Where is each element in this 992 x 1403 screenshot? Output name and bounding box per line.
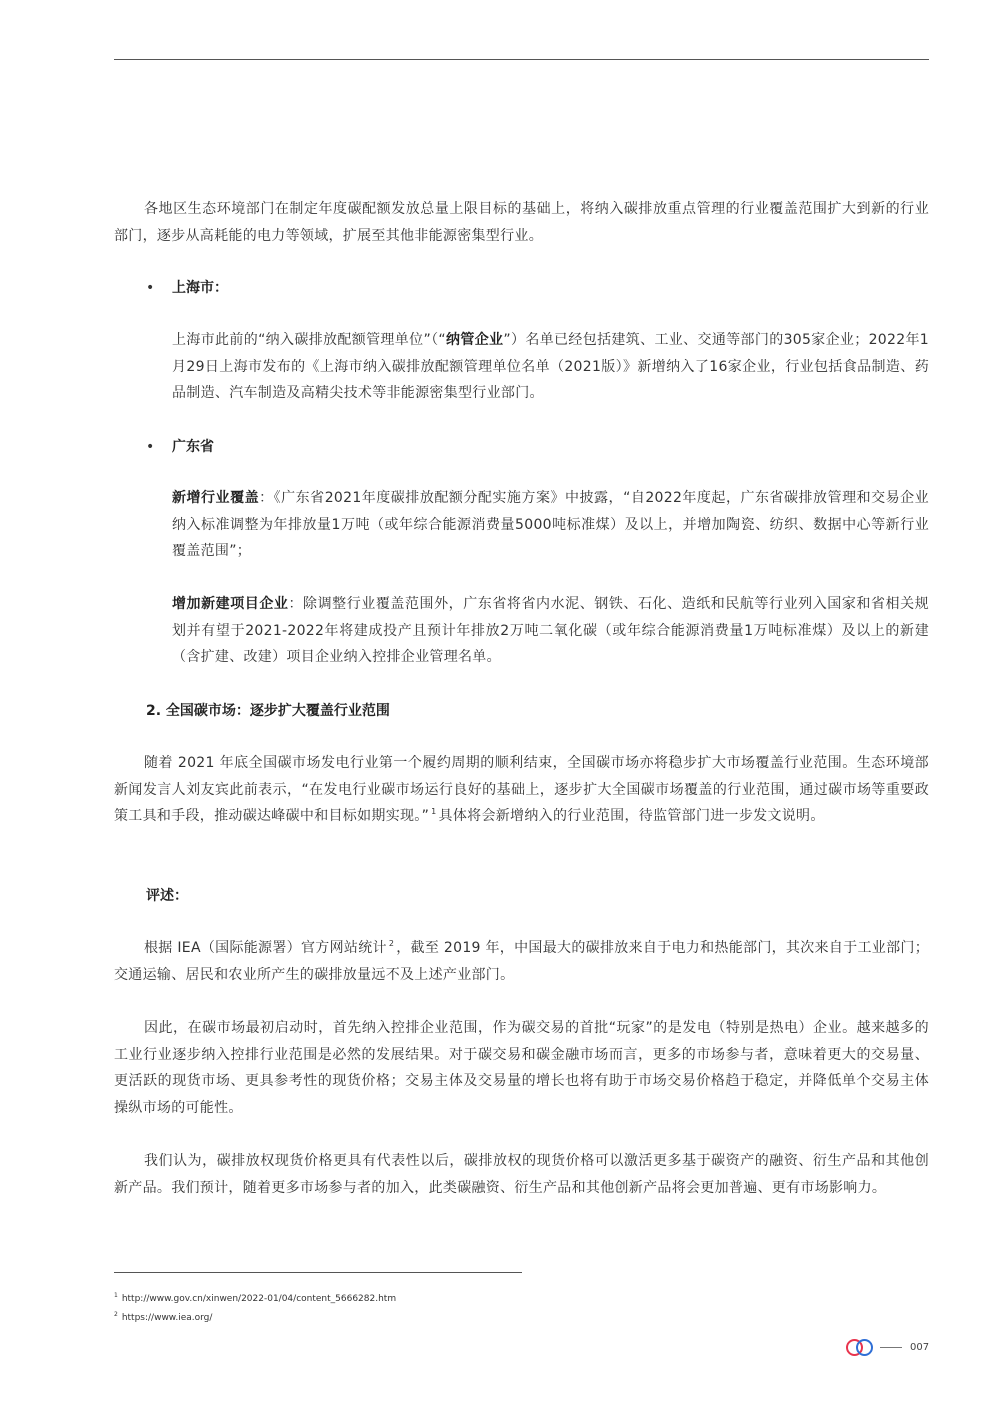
shanghai-paragraph	[172, 327, 929, 407]
shanghai-bold-term: 纳管企业	[445, 332, 504, 348]
footnote-link[interactable]: https://www.iea.org/	[121, 1313, 213, 1323]
intro-paragraph: 各地区生态环境部门在制定年度碳配额发放总量上限目标的基础上，将纳入碳排放重点管理的行业覆盖范围扩大到新的行业部门，逐步从高耗能的电力等领域，扩展至其他非能源密集型行业。	[114, 201, 929, 244]
guangdong-new-project-paragraph	[172, 591, 929, 671]
review-heading: 评述：	[146, 888, 188, 904]
brand-logo-icon	[846, 1339, 874, 1355]
shanghai-text-a: 上海市此前的“纳入碳排放配额管理单位”（“	[172, 332, 446, 348]
footnote-ref-1[interactable]: 1	[431, 807, 437, 817]
outlook-paragraph: 我们认为，碳排放权现货价格更具有代表性以后，碳排放权的现货价格可以激活更多基于碳资产的融资、衍生产品和其他创新产品。我们预计，随着更多市场参与者的加入，此类碳融资、衍生产品和其他创新产品将会更加普遍、更有市场影响力。	[114, 1153, 929, 1196]
footer-divider	[880, 1347, 902, 1348]
guangdong-heading: 广东省	[172, 439, 214, 455]
bullet-dot: •	[146, 439, 155, 455]
gd1-label: 新增行业覆盖	[172, 490, 260, 506]
iea-paragraph	[114, 935, 929, 988]
footnote-number: 2	[114, 1311, 118, 1318]
footnote-number: 1	[114, 1292, 118, 1299]
national-market-paragraph	[114, 750, 929, 830]
therefore-paragraph: 因此，在碳市场最初启动时，首先纳入控排企业范围，作为碳交易的首批“玩家”的是发电（特别是热电）企业。越来越多的工业行业逐步纳入控排行业范围是必然的发展结果。对于碳交易和碳金融市场而言，更多的市场参与者，意味着更大的交易量、更活跃的现货市场、更具参考性的现货价格；交易主体及交易量的增长也将有助于市场交易价格趋于稳定，并降低单个交易主体操纵市场的可能性。	[114, 1020, 929, 1116]
section-2-heading: 2. 全国碳市场：逐步扩大覆盖行业范围	[146, 703, 390, 719]
national-text-b: 具体将会新增纳入的行业范围，待监管部门进一步发文说明。	[438, 808, 825, 824]
footnote-rule	[114, 1272, 522, 1273]
national-text-a: 随着 2021 年底全国碳市场发电行业第一个履约周期的顺利结束，全国碳市场亦将稳步扩大市场覆盖行业范围。生态环境部新闻发言人刘友宾此前表示，“在发电行业碳市场运行良好的基础上，逐步扩大全国碳市场覆盖的行业范围，通过碳市场等重要政策工具和手段，推动碳达峰碳中和目标如期实现。”	[114, 755, 929, 824]
page-number: 007	[910, 1341, 930, 1353]
shanghai-heading: 上海市：	[172, 280, 228, 296]
gd2-label: 增加新建项目企业	[172, 596, 289, 612]
guangdong-new-industry-paragraph	[172, 485, 929, 565]
footnote-link[interactable]: http://www.gov.cn/xinwen/2022-01/04/content_5666282.htm	[121, 1294, 397, 1304]
header-rule	[114, 59, 929, 60]
logo-ring-blue	[856, 1339, 873, 1356]
gd1-text: ：《广东省2021年度碳排放配额分配实施方案》中披露，“自2022年度起，广东省碳排放管理和交易企业纳入标准调整为年排放量1万吨（或年综合能源消费量5000吨标准煤）及以上，并增加陶瓷、纺织、数据中心等新行业覆盖范围”；	[172, 490, 929, 559]
footnote-2	[114, 1309, 212, 1324]
footnote-1	[114, 1290, 396, 1305]
iea-text-b: ，截至 2019 年，中国最大的碳排放来自于电力和热能部门，其次来自于工业部门；交通运输、居民和农业所产生的碳排放量远不及上述产业部门。	[114, 940, 930, 983]
iea-text-a: 根据 IEA（国际能源署）官方网站统计	[144, 940, 387, 956]
shanghai-text-b: ”）名单已经包括建筑、工业、交通等部门的305家企业；2022年1月29日上海市发布的《上海市纳入碳排放配额管理单位名单（2021版）》新增纳入了16家企业，行业包括食品制造、药品制造、汽车制造及高精尖技术等非能源密集型行业部门。	[172, 332, 929, 401]
footnote-ref-2[interactable]: 2	[388, 939, 395, 949]
bullet-dot: •	[146, 280, 155, 296]
page-footer	[846, 1338, 929, 1356]
gd2-text: ：除调整行业覆盖范围外，广东省将省内水泥、钢铁、石化、造纸和民航等行业列入国家和省相关规划并有望于2021-2022年将建成投产且预计年排放2万吨二氧化碳（或年综合能源消费量1万吨标准煤）及以上的新建（含扩建、改建）项目企业纳入控排企业管理名单。	[172, 596, 929, 665]
